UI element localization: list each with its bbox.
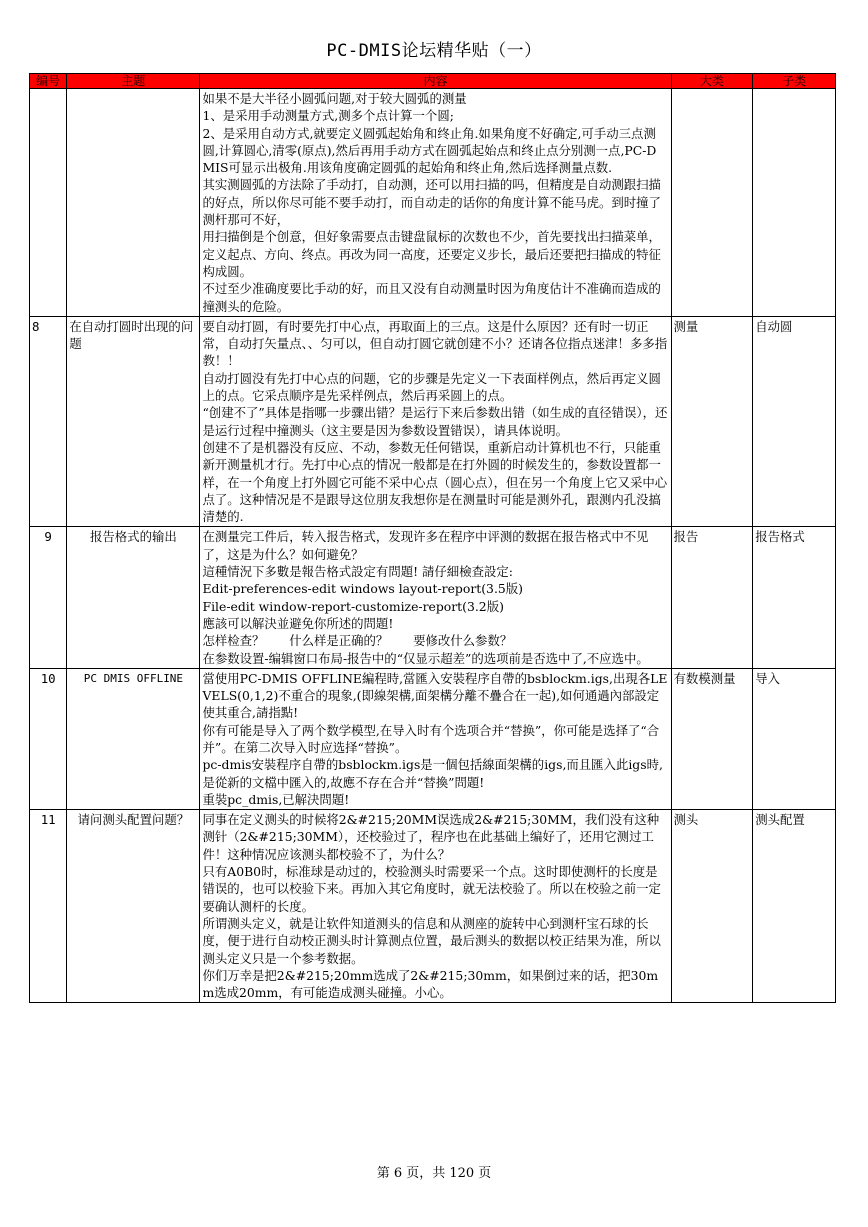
content-line: Edit-preferences-edit windows layout-report(3.5版) bbox=[202, 581, 523, 597]
row-no: 8 bbox=[30, 316, 67, 527]
content-line: 在参数设置-编辑窗口布局-报告中的“仅显示超差”的选项前是否选中了,不应选中。 bbox=[202, 650, 649, 666]
row-category: 有数模测量 bbox=[671, 668, 753, 809]
header-content: 内容 bbox=[200, 74, 671, 89]
content-line: 创建不了是机器没有反应、不动，参数无任何错误，重新启动计算机也不行，只能重新开测量机才行。先打中心点的情况一般都是在打外圆的时候发生的，参数设置都一样，在一个角度上打外圆它可能不采中心点（圆心点），但在另一个角度上它又采中心点了。这种情况是不是跟导这位朋友我想你是在测量时可能是测外孔，跟测内孔没搞清楚的. bbox=[202, 439, 668, 525]
content-line: File-edit window-report-customize-report(3.2版) bbox=[202, 598, 504, 614]
table-row bbox=[30, 527, 836, 668]
table-row bbox=[30, 668, 836, 809]
page-title: PC-DMIS论坛精华贴（一） bbox=[326, 41, 542, 61]
content-line: 當使用PC-DMIS OFFLINE編程時,當匯入安裝程序自帶的bsblockm.igs,出現各LEVELS(0,1,2)不重合的現象,(即線架構,面架構分離不疊合在一起),如何通過內部設定使其重合,請指點! bbox=[202, 670, 668, 721]
content-line: pc-dmis安裝程序自帶的bsblockm.igs是一個包括線面架構的igs,而且匯入此igs時,是從新的文檔中匯入的,故應不存在合并“替換”問題! bbox=[202, 757, 663, 790]
content-line: 重裝pc_dmis,已解決問題! bbox=[202, 791, 350, 807]
table-row bbox=[30, 89, 836, 317]
row-no: 10 bbox=[30, 668, 67, 809]
header-row bbox=[30, 74, 836, 89]
row-no: 11 bbox=[30, 810, 67, 1003]
row-topic: 在自动打圆时出现的问题 bbox=[67, 316, 200, 527]
row-content bbox=[200, 527, 671, 668]
content-line: 自动打圆没有先打中心点的问题，它的步骤是先定义一下表面样例点，然后再定义圆上的点。它采点顺序是先采样例点，然后再采圆上的点。 bbox=[202, 370, 661, 404]
row-category: 测量 bbox=[671, 316, 753, 527]
content-line: 1、是采用手动测量方式,测多个点计算一个圆; bbox=[202, 108, 454, 124]
content-line: 要自动打圆，有时要先打中心点，再取面上的三点。这是什么原因？还有时一切正常，自动打矢量点、、匀可以，但自动打圆它就创建不小？还请各位指点迷津！多多指教！！ bbox=[202, 318, 668, 369]
row-subcategory bbox=[753, 89, 836, 317]
row-category: 测头 bbox=[671, 810, 753, 1003]
row-topic: 报告格式的输出 bbox=[67, 527, 200, 668]
content-line: 你们万幸是把2&#215;20mm选成了2&#215;30mm，如果倒过来的话，把30mm选成20mm，有可能造成测头碰撞。小心。 bbox=[202, 967, 659, 1001]
content-line: 怎样检查？ 什么样是正确的？ 要修改什么参数？ bbox=[202, 633, 513, 649]
row-no: 9 bbox=[30, 527, 67, 668]
header-no: 编号 bbox=[30, 74, 67, 89]
content-line: 用扫描倒是个创意，但好象需要点击键盘鼠标的次数也不少，首先要找出扫描菜单，定义起点、方向、终点。再改为同一高度，还要定义步长，最后还要把扫描成的特征构成圆。 bbox=[202, 229, 661, 279]
content-line: 你有可能是导入了两个数学模型,在导入时有个选项合并“替换”，你可能是选择了“合并”。在第二次导入时应选择“替换”。 bbox=[202, 722, 660, 755]
content-line: 不过至少准确度要比手动的好，而且又没有自动测量时因为角度估计不准确而造成的撞测头的危险。 bbox=[202, 281, 661, 314]
row-content bbox=[200, 810, 671, 1003]
row-category bbox=[671, 89, 753, 317]
content-line: 同事在定义测头的时候将2&#215;20MM误选成2&#215;30MM，我们没有这种测针（2&#215;30MM），还校验过了，程序也在此基础上编好了，还用它测过工件！这种情况应该测头都校验不了，为什么？ bbox=[202, 812, 660, 862]
content-line: 只有A0B0时，标准球是动过的，校验测头时需要采一个点。这时即使测杆的长度是错误的，也可以校验下来。再加入其它角度时，就无法校验了。所以在校验之前一定要确认测杆的长度。 bbox=[202, 864, 661, 914]
table-row bbox=[30, 316, 836, 527]
row-no bbox=[30, 89, 67, 317]
content-line: 應該可以解決並避免你所述的問題! bbox=[202, 615, 394, 631]
row-subcategory: 自动圆 bbox=[753, 316, 836, 527]
header-category: 大类 bbox=[671, 74, 753, 89]
row-topic: PC DMIS OFFLINE bbox=[67, 668, 200, 809]
content-line: 如果不是大半径小圆弧问题,对于较大圆弧的测量 bbox=[202, 91, 467, 106]
content-line: 其实测圆弧的方法除了手动打，自动测，还可以用扫描的吗，但精度是自动测跟扫描的好点，所以你尽可能不要手动打，而自动走的话你的角度计算不能马虎。到时撞了测杆那可不好， bbox=[202, 177, 661, 228]
row-topic: 请问测头配置问题？ bbox=[67, 810, 200, 1003]
row-subcategory: 报告格式 bbox=[753, 527, 836, 668]
content-line: 在测量完工件后，转入报告格式，发现许多在程序中评测的数据在报告格式中不见了，这是为什么？如何避免？ bbox=[202, 529, 649, 562]
forum-table bbox=[29, 73, 836, 1003]
row-subcategory: 导入 bbox=[753, 668, 836, 809]
content-line: 這種情況下多數是報告格式設定有問題! 請仔細檢查設定: bbox=[202, 564, 513, 580]
header-topic: 主题 bbox=[67, 74, 200, 89]
content-line: 2、是采用自动方式,就要定义圆弧起始角和终止角.如果角度不好确定,可手动三点测圆,计算圆心,清零(原点),然后再用手动方式在圆弧起始点和终止点分别测一点,PC-DMIS可显示出极角.用该角度确定圆弧的起始角和终止角,然后选择测量点数. bbox=[202, 125, 657, 176]
header-subcategory: 子类 bbox=[753, 74, 836, 89]
content-line: “创建不了”具体是指哪一步骤出错？是运行下来后参数出错（如生成的直径错误），还是运行过程中撞测头（这主要是因为参数设置错误），请具体说明。 bbox=[202, 405, 668, 438]
row-subcategory: 测头配置 bbox=[753, 810, 836, 1003]
row-content bbox=[200, 668, 671, 809]
row-content bbox=[200, 89, 671, 317]
row-topic bbox=[67, 89, 200, 317]
page-footer: 第 6 页，共 120 页 bbox=[376, 1166, 492, 1181]
row-category: 报告 bbox=[671, 527, 753, 668]
table-row bbox=[30, 810, 836, 1003]
row-content bbox=[200, 316, 671, 527]
content-line: 所谓测头定义，就是让软件知道测头的信息和从测座的旋转中心到测杆宝石球的长度，便于进行自动校正测头时计算测点位置，最后测头的数据以校正结果为准，所以测头定义只是一个参考数据。 bbox=[202, 915, 661, 966]
